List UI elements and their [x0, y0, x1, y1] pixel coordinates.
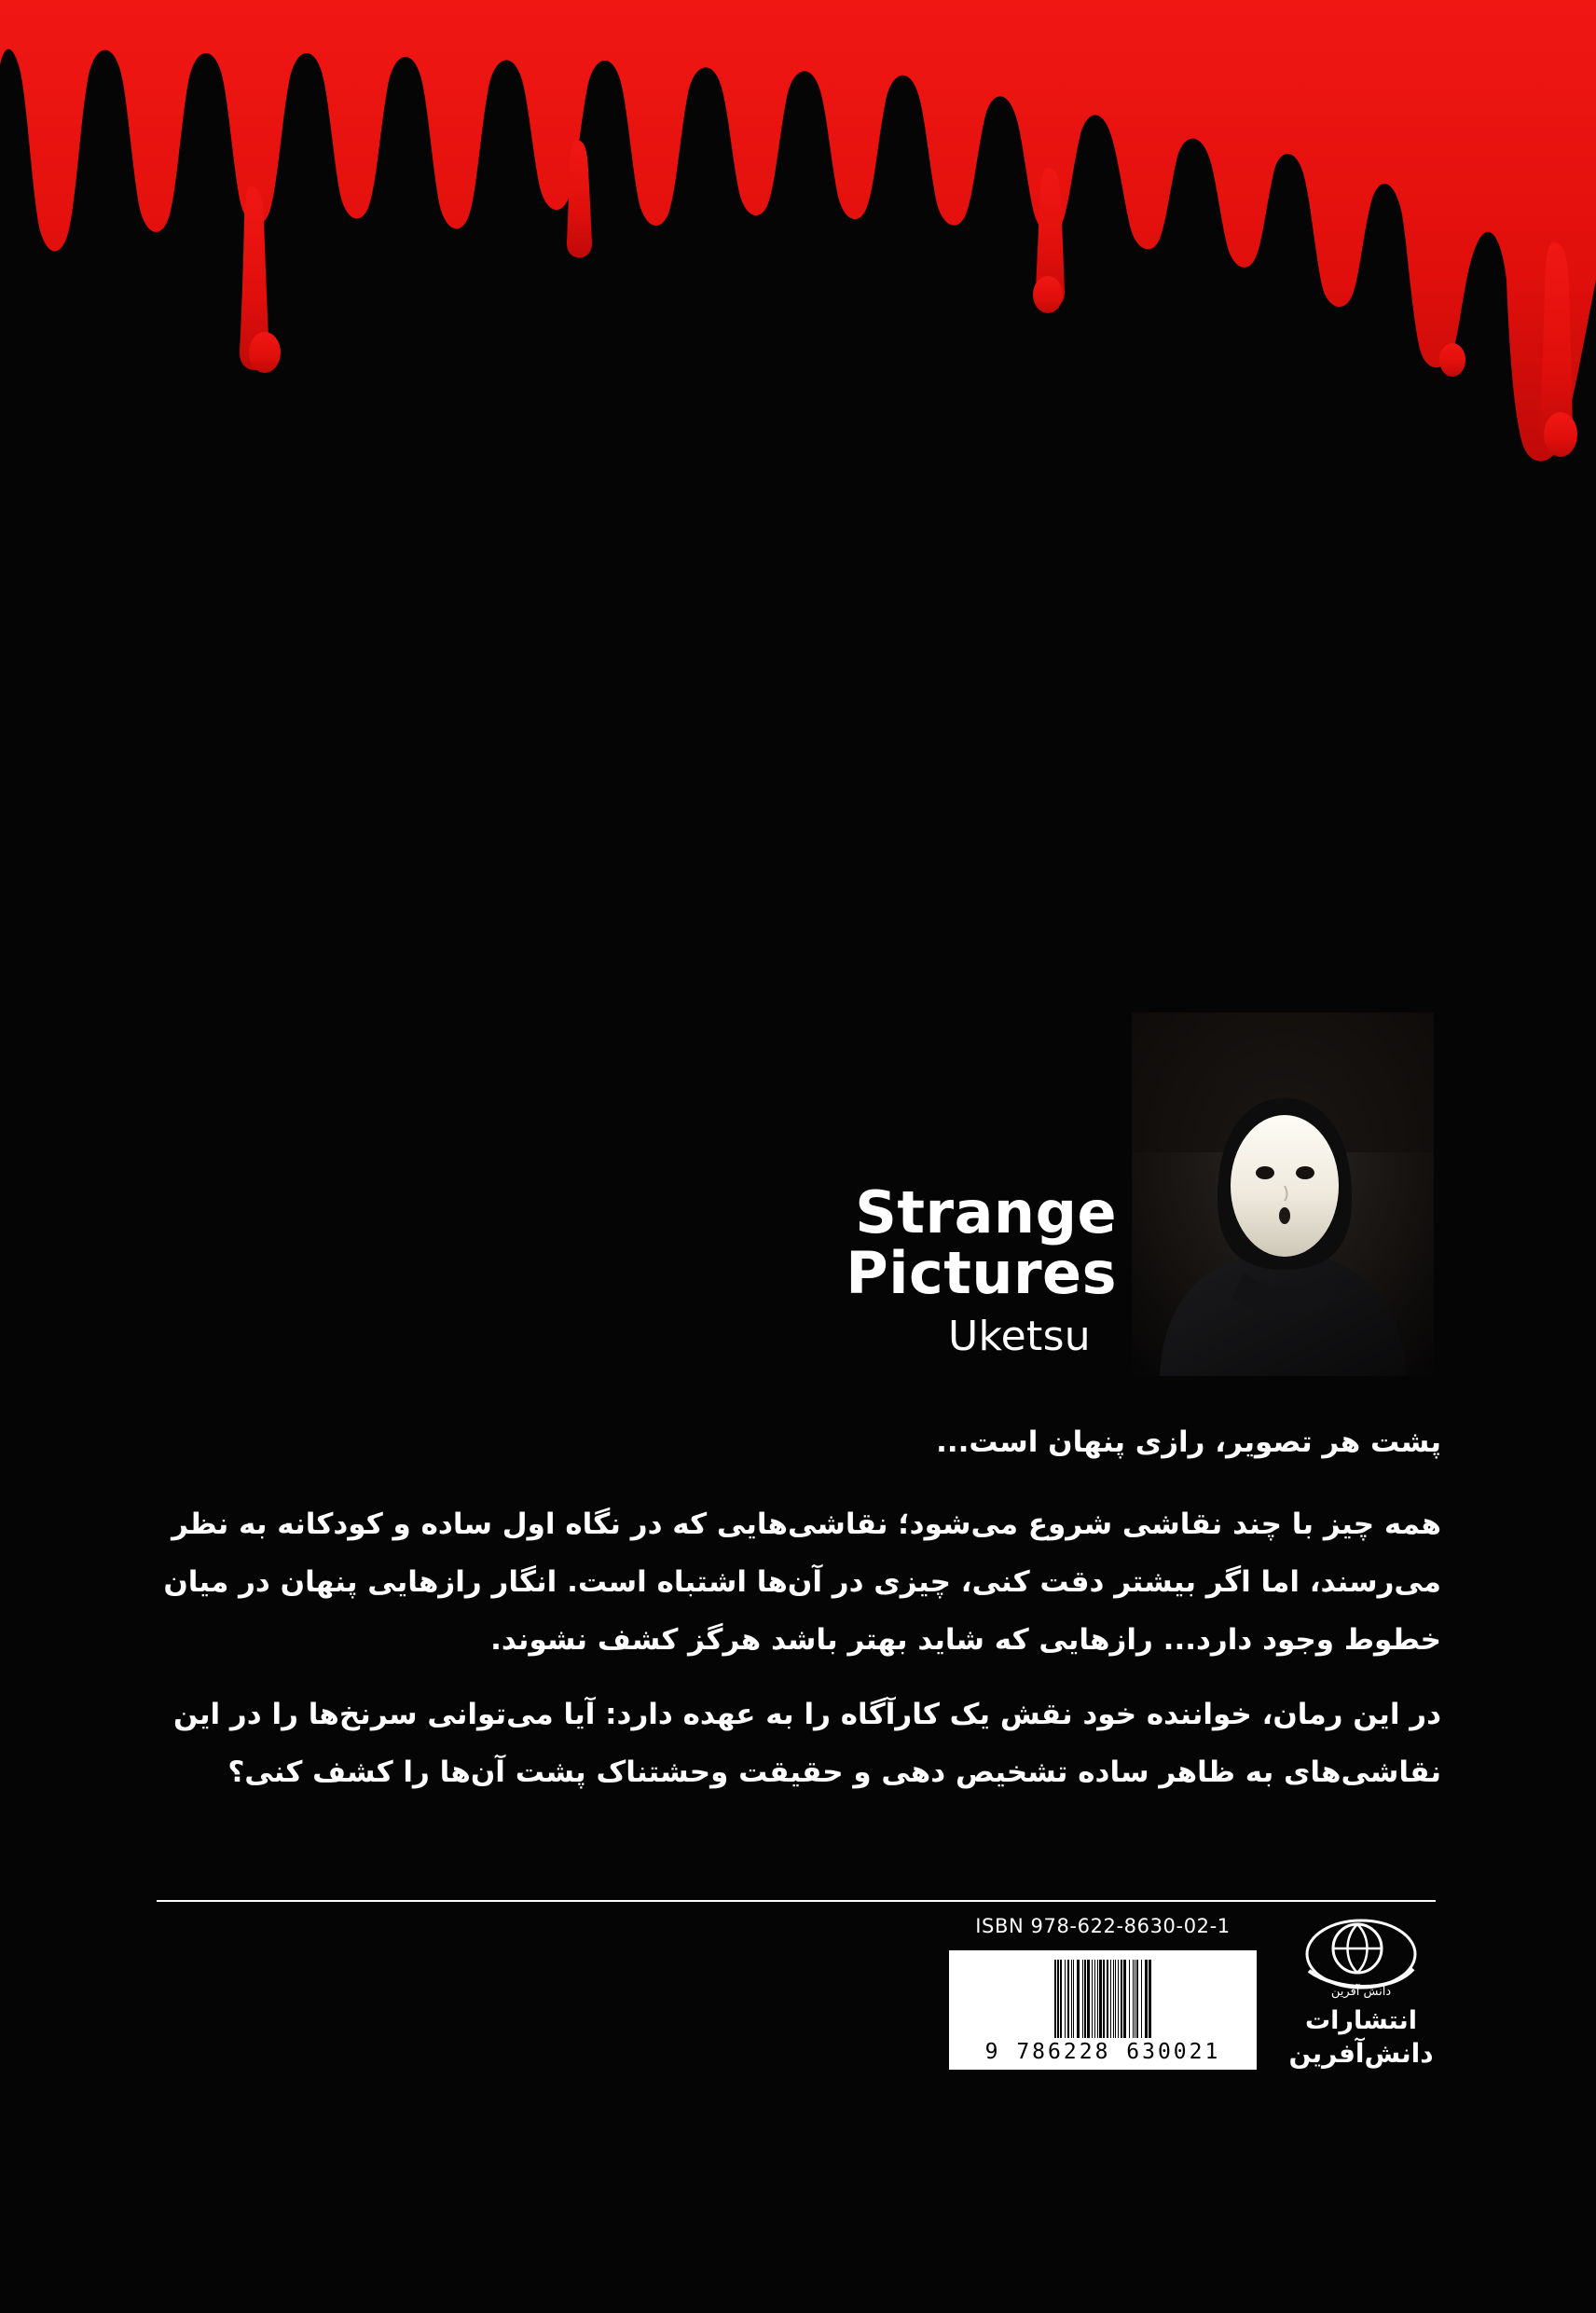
publisher-block: [1286, 1911, 1436, 2070]
publisher-name-line1: انتشارات: [1305, 2006, 1417, 2035]
isbn-barcode-block: [940, 1915, 1266, 2070]
blurb-lead: پشت هر تصویر، رازی پنهان است...: [936, 1425, 1441, 1459]
author-name: Uketsu: [947, 1313, 1091, 1361]
blurb-paragraph-2: در این رمان، خواننده خود نقش یک کارآگاه را به عهده دارد: آیا می‌توانی سرنخ‌ها را در این نقاشی‌های به ظاهر ساده تشخیص دهی و حقیقت وحشتناک پشت آن‌ها را کشف کنی؟: [172, 1698, 1441, 1790]
back-cover-blurb: [160, 1417, 1441, 1818]
page-title: Strange Pictures: [846, 1178, 1117, 1308]
footer-area: [157, 1902, 1436, 2144]
barcode-bars: [956, 1960, 1249, 2038]
title-block: [595, 1178, 1434, 1361]
svg-text:دانش آفرین: دانش آفرین: [1330, 1985, 1392, 1999]
publisher-logo-icon: [1301, 1911, 1421, 2001]
isbn-label: ISBN 978-622-8630-02-1: [975, 1915, 1231, 1937]
blurb-paragraph-1: همه چیز با چند نقاشی شروع می‌شود؛ نقاشی‌هایی که در نگاه اول ساده و کودکانه به نظر می‌رسند، اما اگر بیشتر دقت کنی، چیزی در آن‌ها اشتباه است. انگار رازهایی پنهان در میان خطوط وجود دارد... رازهایی که شاید بهتر باشد هرگز کشف نشوند.: [163, 1508, 1441, 1658]
barcode-digits: 9 786228 630021: [984, 2040, 1221, 2064]
blood-drip-graphic: [0, 0, 1596, 578]
barcode-image: [949, 1950, 1257, 2070]
publisher-name-line2: دانش‌آفرین: [1288, 2038, 1434, 2070]
